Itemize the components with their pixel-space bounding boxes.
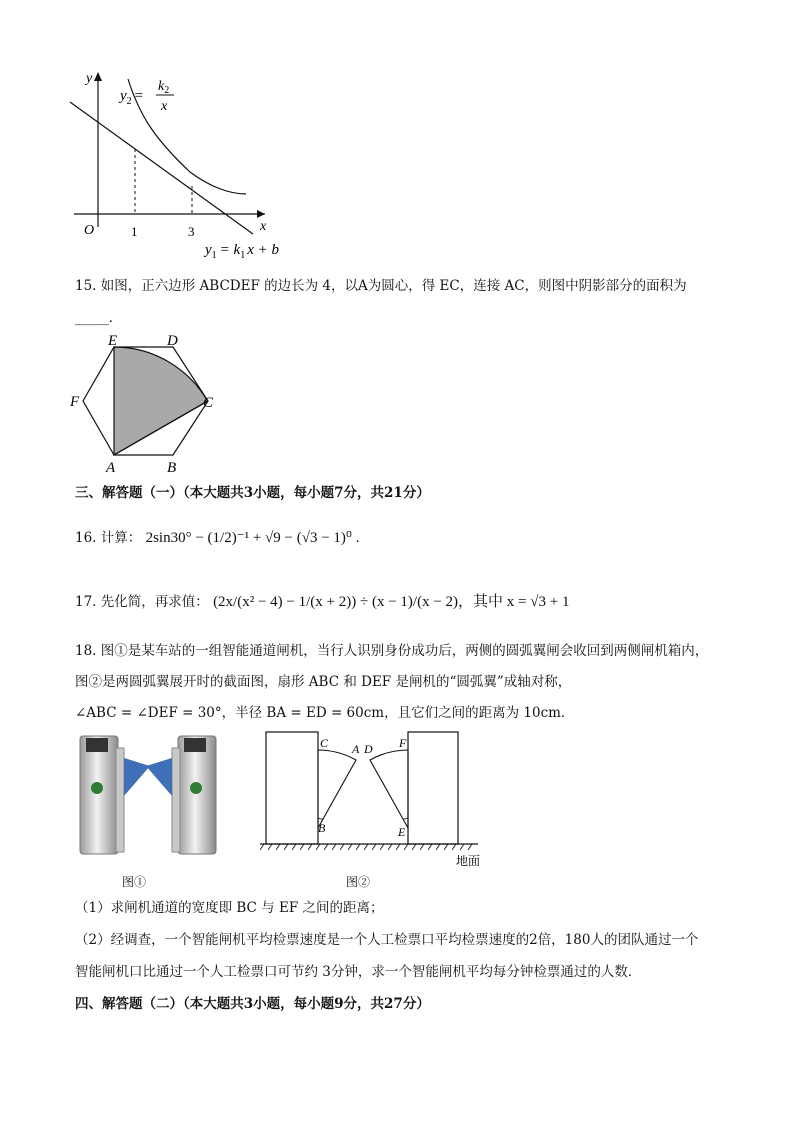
q16-expr: 2sin30° − (1/2)⁻¹ + √9 − (√3 − 1)⁰ .: [145, 530, 360, 546]
gate-photo-figure: [72, 728, 232, 863]
section-label-F: F: [399, 736, 407, 750]
y2-eq: =: [134, 88, 144, 104]
hexagon-figure: [68, 332, 228, 477]
hex-label-D: D: [167, 333, 178, 349]
q15-blank: _____．: [75, 310, 123, 326]
y-axis-label: y: [86, 71, 93, 86]
q18-sub1: （1）求闸机通道的宽度即 BC 与 EF 之间的距离；: [75, 900, 384, 916]
q17-expr: (2x/(x² − 4) − 1/(x + 2)) ÷ (x − 1)/(x − 2)，其中 x = √3 + 1: [213, 594, 570, 610]
section-label-A: A: [352, 742, 360, 756]
fig1-caption: 图①: [122, 875, 147, 889]
q18-line1: 18. 图①是某车站的一组智能通道闸机，当行人识别身份成功后，两侧的圆弧翼闸会收回到两侧闸机箱内，: [75, 643, 709, 659]
y2-symbol: y: [120, 88, 127, 104]
svg-text:y2=: [118, 88, 143, 107]
section4-heading: 四、解答题（二）（本大题共3小题，每小题9分，共27分）: [75, 996, 430, 1012]
y2-num-sub: 2: [164, 85, 170, 96]
hex-label-E: E: [108, 333, 118, 349]
section-label-E: E: [398, 825, 406, 839]
y1-k-sub: 1: [240, 250, 246, 261]
y2-num: k: [158, 79, 165, 94]
q17-prefix: 17. 先化简，再求值：: [75, 594, 209, 610]
origin-label: O: [84, 223, 95, 238]
q16: [75, 528, 359, 548]
tick-3: 3: [188, 224, 195, 239]
q18-line3: ∠ABC = ∠DEF = 30°，半径 BA = ED = 60cm，且它们之间的距离为 10cm．: [75, 705, 575, 721]
section-label-C: C: [320, 736, 329, 750]
y1-symbol: y: [205, 242, 212, 258]
section3-heading: 三、解答题（一）（本大题共3小题，每小题7分，共21分）: [75, 485, 430, 501]
fig2-caption: 图②: [346, 875, 371, 889]
tick-1: 1: [131, 224, 138, 239]
function-graph: [60, 62, 320, 262]
q18-line2: 图②是两圆弧翼展开时的截面图，扇形 ABC 和 DEF 是闸机的“圆弧翼”成轴对称，: [75, 674, 572, 690]
hex-label-C: C: [203, 395, 214, 411]
svg-text:k2: [158, 79, 169, 96]
section-label-B: B: [318, 821, 326, 835]
y1-sub: 1: [211, 250, 217, 261]
y1-tail: x + b: [247, 242, 279, 258]
hex-label-B: B: [167, 460, 177, 476]
gate-section-figure: [258, 728, 498, 868]
svg-text:y1= k1x + b: [203, 242, 279, 261]
y2-sub: 2: [126, 96, 132, 107]
q17: [75, 592, 569, 612]
q18-sub2-line2: 智能闸机口比通过一个人工检票口可节约 3分钟，求一个智能闸机平均每分钟检票通过的人数．: [75, 964, 642, 980]
ground-label: 地面: [456, 854, 481, 868]
y1-rhs: = k: [219, 242, 241, 258]
q18-sub2-line1: （2）经调查，一个智能闸机平均检票速度是一个人工检票口平均检票速度的2倍，180人的团队通过一个: [75, 932, 699, 948]
hex-label-A: A: [106, 460, 116, 476]
hex-label-F: F: [70, 394, 80, 410]
x-axis-label: x: [260, 219, 267, 234]
section-label-D: D: [364, 742, 373, 756]
q15-text: 15. 如图，正六边形 ABCDEF 的边长为 4，以A为圆心，得 EC，连接 AC，则图中阴影部分的面积为: [75, 278, 687, 294]
q16-prefix: 16. 计算：: [75, 530, 142, 546]
y2-den: x: [161, 99, 168, 114]
